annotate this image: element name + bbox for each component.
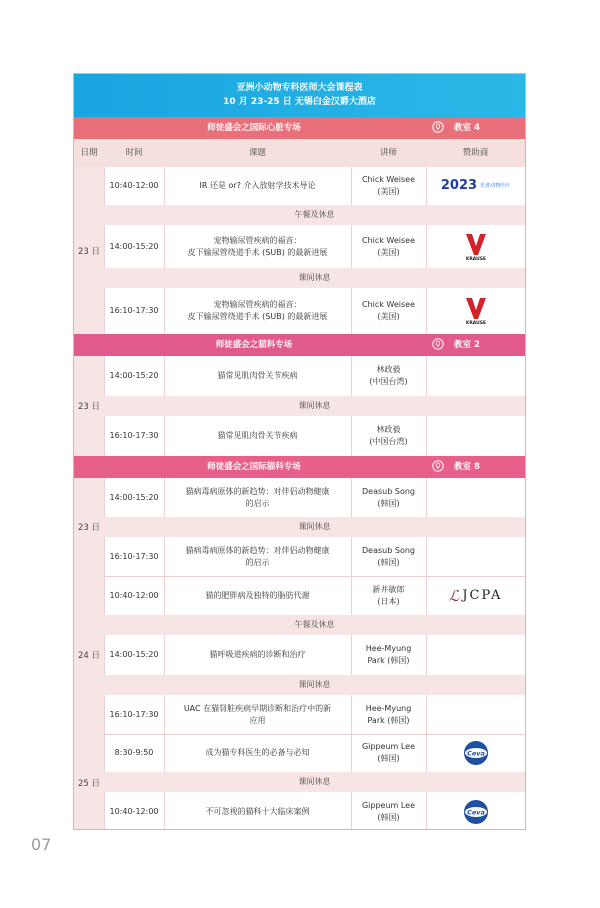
section-room: 教室 2 [454,340,480,350]
day-cell: 24 日 [74,576,104,734]
svg-text:Ceva: Ceva [466,749,485,758]
schedule-header [74,74,525,117]
location-pin-icon [432,338,444,350]
sponsor-logo-ceva [426,792,525,830]
row-speaker: 林政毅 (中国台湾) [369,425,408,446]
section-room: 教室 4 [454,123,480,133]
section-intl-cat [74,456,525,478]
schedule-table [73,73,526,830]
table-row [104,576,525,615]
svg-text:KRAUSE: KRAUSE [465,321,486,325]
row-speaker: Hee-Myung Park (韩国) [365,703,412,725]
row-topic: IR 还是 or? 介入放射学技术导论 [199,181,316,190]
row-topic: 猫病毒病原体的新趋势：对伴侣动物健康 的启示 [185,486,330,508]
row-time: 16:10-17:30 [109,551,159,561]
table-row [104,416,525,456]
break-row: 课间休息 [104,268,525,288]
col-speaker: 讲师 [379,148,397,158]
row-speaker: Deasub Song (韩国) [362,545,415,567]
row-topic: 猫的肥胖病及独特的脂肪代谢 [205,590,310,600]
table-row [104,695,525,734]
location-pin-icon [432,121,444,133]
section-heart [74,117,525,139]
row-speaker: Chick Weisee (美国) [361,300,416,321]
col-date: 日期 [80,148,98,158]
row-speaker: Deasub Song (韩国) [362,486,415,508]
svg-text:KRAUSE: KRAUSE [465,256,486,261]
row-topic: 猫常见肌肉骨关节疾病 [217,371,298,380]
svg-text:Ceva: Ceva [466,808,485,816]
row-time: 10:40-12:00 [109,806,159,816]
section-cat [74,334,525,356]
section-room: 教室 8 [454,462,480,472]
row-topic: 猫常见肌肉骨关节疾病 [217,431,298,440]
schedule-title: 亚洲小动物专科医师大会课程表 [236,83,363,93]
row-topic: 不可忽视的猫科十大临床案例 [205,806,310,816]
row-speaker: 林政毅 (中国台湾) [369,365,408,386]
day-cell: 25 日 [74,734,104,830]
day-cell: 23 日 [74,478,104,576]
day-cell: 23 日 [74,167,104,334]
col-time: 时间 [125,148,143,158]
page-number: 07 [31,835,52,854]
row-topic: UAC 在猫肾脏疾病早期诊断和治疗中的新 应用 [183,703,332,725]
row-time: 16:10-17:30 [109,709,159,719]
section-title: 师徒盛会之猫科专场 [215,340,293,350]
break-row: 课间休息 [104,396,525,416]
row-speaker: 新井敏郎 (日本) [372,584,405,606]
break-row: 午餐及休息 [104,205,525,225]
row-speaker: Gippeum Lee (韩国) [361,742,416,763]
row-speaker: Chick Weisee (美国) [361,235,416,257]
sponsor-logo-2023: 2023 乐普动物医疗 [440,178,511,193]
row-topic: 宠物输尿管疾病的福音： 皮下输尿管绕道手术 (SUB) 的最新进展 [187,235,328,257]
day-cell: 23 日 [74,356,104,456]
row-speaker: Gippeum Lee (韩国) [361,800,416,822]
break-row: 课间休息 [104,675,525,695]
column-headers [74,139,525,167]
section-title: 师徒盛会之国际心脏专场 [207,123,301,133]
row-time: 14:00-15:20 [109,650,159,659]
break-row: 课间休息 [104,517,525,537]
section-title: 师徒盛会之国际猫科专场 [207,462,301,472]
row-topic: 成为猫专科医生的必备与必知 [205,748,310,757]
row-topic: 猫呼吸道疾病的诊断和治疗 [209,650,306,659]
table-row [104,537,525,576]
row-speaker: Chick Weisee (美国) [361,175,416,196]
location-pin-icon [432,460,444,472]
table-row [104,288,525,334]
table-row [104,478,525,517]
table-row [104,167,525,205]
table-row [104,356,525,396]
table-row [104,734,525,772]
row-time: 16:10-17:30 [109,306,159,315]
sponsor-logo-krause [426,225,525,268]
table-row [104,635,525,675]
row-time: 14:00-15:20 [109,492,159,502]
break-row: 午餐及休息 [104,615,525,635]
schedule-subtitle: 10 月 23-25 日 无锡白金汉爵大酒店 [223,97,376,107]
row-time: 16:10-17:30 [109,431,159,440]
table-row [104,225,525,268]
row-topic: 猫病毒病原体的新趋势：对伴侣动物健康 的启示 [185,545,330,567]
row-topic: 宠物输尿管疾病的福音： 皮下输尿管绕道手术 (SUB) 的最新进展 [187,300,328,321]
row-time: 8:30-9:50 [114,748,154,757]
row-time: 14:00-15:20 [109,241,159,251]
col-topic: 课题 [248,148,266,158]
sponsor-logo-ceva [426,734,525,772]
row-time: 10:40-12:00 [109,181,159,190]
row-time: 14:00-15:20 [109,371,159,380]
sponsor-logo-krause [426,288,525,334]
row-time: 10:40-12:00 [109,590,159,600]
table-row [104,792,525,830]
sponsor-logo-jcpa: ℒ JCPA [448,586,503,605]
col-sponsor: 赞助商 [462,148,489,158]
break-row: 课间休息 [104,772,525,792]
row-speaker: Hee-Myung Park (韩国) [365,644,412,665]
